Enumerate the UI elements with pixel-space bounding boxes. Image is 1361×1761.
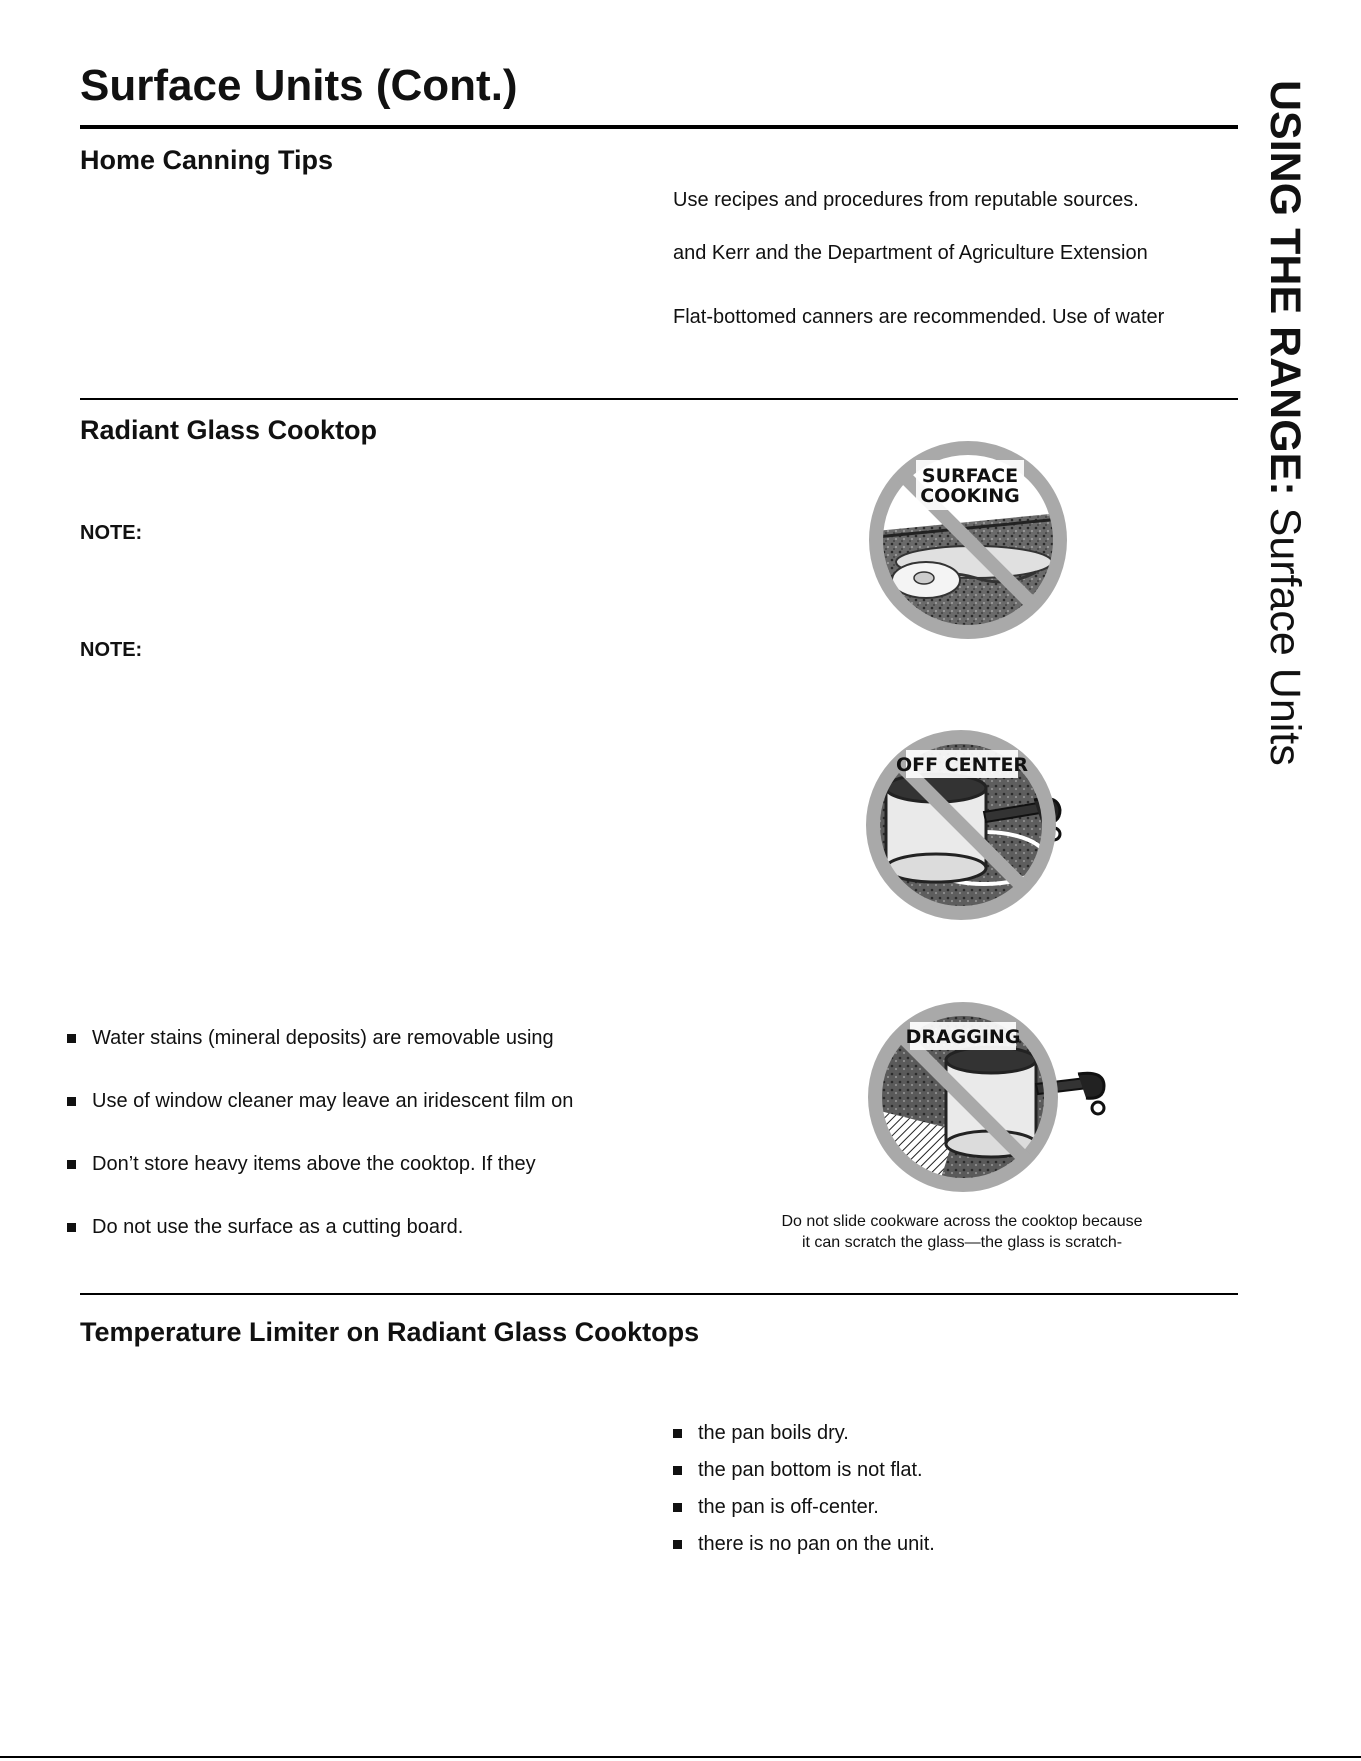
dragging-caption	[732, 1212, 1192, 1254]
canning-line-1: Use recipes and procedures from reputable sources.	[673, 189, 1139, 211]
bullet-icon	[673, 1466, 682, 1475]
section-divider	[80, 398, 1238, 400]
page-title: Surface Units (Cont.)	[80, 61, 518, 110]
side-section-tab	[1261, 80, 1309, 766]
bullet-text: the pan is off-center.	[698, 1495, 879, 1518]
bullet-icon	[67, 1160, 76, 1169]
canning-line-2: and Kerr and the Department of Agriculture Extension	[673, 242, 1148, 264]
sign-label-surface: SURFACE	[921, 465, 1019, 487]
radiant-heading: Radiant Glass Cooktop	[80, 415, 378, 445]
bullet-text: the pan boils dry.	[698, 1421, 849, 1444]
bullet-icon	[67, 1223, 76, 1232]
section-divider	[80, 1293, 1238, 1295]
list-item	[67, 1148, 573, 1180]
sign-label-off-center: OFF CENTER	[895, 754, 1029, 776]
bullet-text: the pan bottom is not flat.	[698, 1458, 923, 1481]
bullet-text: Do not use the surface as a cutting board.	[92, 1215, 464, 1238]
sign-label-dragging: DRAGGING	[905, 1026, 1021, 1048]
bullet-icon	[673, 1540, 682, 1549]
canning-line-3: Flat-bottomed canners are recommended. Use of water	[673, 306, 1165, 328]
page-bottom-edge	[0, 1756, 1361, 1758]
list-item	[673, 1455, 935, 1485]
list-item	[67, 1085, 573, 1117]
note-label-2: NOTE:	[80, 639, 143, 661]
list-item	[673, 1492, 935, 1522]
bullet-text: Don’t store heavy items above the cooktop. If they	[92, 1152, 536, 1175]
limiter-heading: Temperature Limiter on Radiant Glass Cooktops	[80, 1317, 700, 1347]
bullet-icon	[67, 1097, 76, 1106]
note-label-1: NOTE:	[80, 522, 143, 544]
title-divider	[80, 125, 1238, 129]
bullet-text: there is no pan on the unit.	[698, 1532, 935, 1555]
sign-label-cooking: COOKING	[920, 485, 1020, 507]
no-off-center-icon	[866, 728, 1076, 922]
side-tab-section: USING THE RANGE:	[1261, 80, 1309, 496]
bullet-icon	[673, 1429, 682, 1438]
bullet-icon	[67, 1034, 76, 1043]
canning-heading: Home Canning Tips	[80, 145, 334, 175]
limiter-condition-list	[673, 1418, 935, 1559]
bullet-text: Use of window cleaner may leave an iridescent film on	[92, 1089, 574, 1112]
caption-line-1: Do not slide cookware across the cooktop because	[781, 1213, 1143, 1230]
bullet-text: Water stains (mineral deposits) are removable using	[92, 1026, 554, 1049]
bullet-icon	[673, 1503, 682, 1512]
list-item	[673, 1529, 935, 1559]
side-tab-topic: Surface Units	[1261, 507, 1309, 766]
caption-line-2: it can scratch the glass—the glass is scratch-	[801, 1233, 1123, 1251]
no-surface-cooking-icon	[866, 438, 1070, 642]
list-item	[673, 1418, 935, 1448]
list-item	[67, 1022, 573, 1054]
cooktop-care-list	[67, 1022, 573, 1243]
no-dragging-icon	[866, 1000, 1124, 1194]
list-item	[67, 1211, 573, 1243]
